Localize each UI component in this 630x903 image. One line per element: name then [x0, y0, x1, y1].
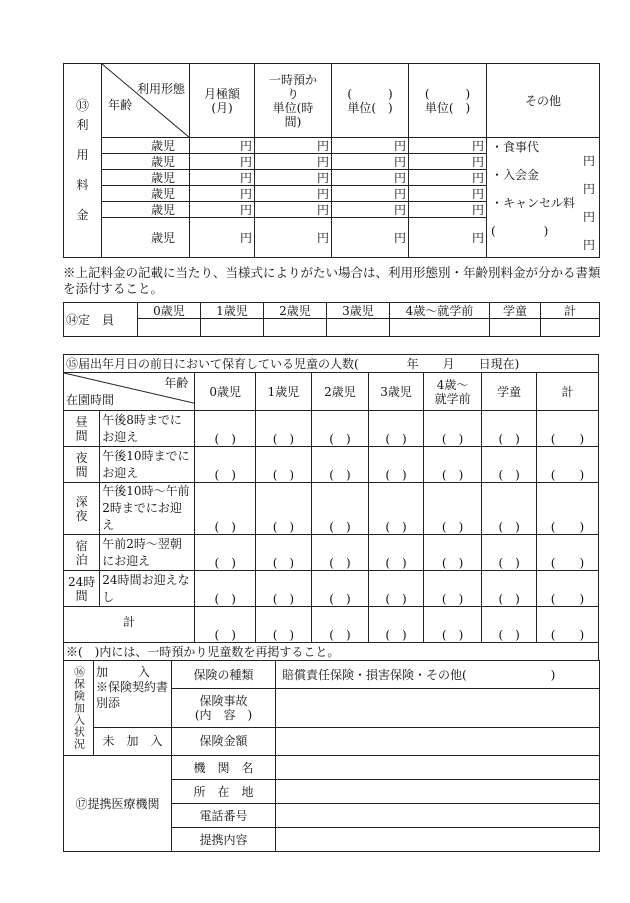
- insurance-table: [63, 660, 600, 852]
- medical-name-input[interactable]: [276, 756, 600, 780]
- fee-note: ※上記料金の記載に当たり、当様式によりがたい場合は、利用形態別・年齢別料金が分かる書類を添付すること。: [63, 265, 601, 296]
- insurance-amount-label: 保険金額: [172, 727, 276, 755]
- fee-header-custom-1: ( ) 単位( ): [332, 64, 409, 138]
- children-row-overnight: 宿 泊 午前2時～翌朝にお迎え ( ) ( ) ( ) ( ) ( ) ( ) ( ): [64, 535, 599, 571]
- insurance-not-joined: 未 加 入: [94, 727, 172, 755]
- fee-age-cell: 歳児: [102, 138, 190, 154]
- capacity-input[interactable]: [390, 319, 490, 337]
- children-row-daytime: 昼 間 午後8時までにお迎え ( ) ( ) ( ) ( ) ( ) ( ) ( ): [64, 411, 599, 447]
- medical-content-input[interactable]: [276, 828, 600, 852]
- medical-address-input[interactable]: [276, 780, 600, 804]
- insurance-accident-input[interactable]: [276, 689, 600, 728]
- insurance-section-label: ⑯保険加入状況: [64, 661, 94, 756]
- medical-phone-label: 電話番号: [172, 804, 276, 828]
- capacity-input[interactable]: [327, 319, 390, 337]
- medical-content-label: 提携内容: [172, 828, 276, 852]
- medical-address-label: 所 在 地: [172, 780, 276, 804]
- fee-section-number: ⑬: [75, 98, 89, 114]
- medical-phone-input[interactable]: [276, 804, 600, 828]
- children-row-total: 計 ( ) ( ) ( ) ( ) ( ) ( ) ( ): [64, 607, 599, 643]
- capacity-input[interactable]: [264, 319, 327, 337]
- capacity-table: ⑭定 員 0歳児 1歳児 2歳児 3歳児 4歳～就学前 学童 計: [63, 302, 600, 337]
- fee-corner-header: 利用形態 年齢: [102, 64, 190, 138]
- capacity-label: ⑭定 員: [64, 303, 138, 337]
- fee-header-monthly: 月極額 (月): [190, 64, 255, 138]
- fee-table: ⑬ 利 用 料 金 利用形態 年齢 月極額 (月) 一時預か り 単位(時 間) ( ) 単位( ) ( ) 単位( ) その他 歳児 円 円 円 円 ・食事代 円 ・入会金 円 ・キャンセル料 円 ( ) 円 歳児 円 円 円 円 歳児 円 円 円 円 歳児 円 円 円 円 歳児 円 円 円 円 歳児 円 円 円 円: [63, 63, 600, 258]
- fee-yen: 円: [190, 138, 255, 154]
- children-row-evening: 夜 間 午後10時までにお迎え ( ) ( ) ( ) ( ) ( ) ( ) ( ): [64, 447, 599, 483]
- paren-field: ( ): [214, 432, 236, 446]
- insurance-joined: 加 入 ※保険契約書別添: [94, 661, 172, 728]
- children-count-title: ⑮届出年月日の前日において保育している児童の人数( 年 月 日現在): [64, 355, 599, 373]
- fee-other-items: ・食事代 円 ・入会金 円 ・キャンセル料 円 ( ) 円: [487, 138, 600, 258]
- children-note: ※( )内には、一時預かり児童数を再掲すること。: [64, 643, 599, 661]
- capacity-input[interactable]: [138, 319, 201, 337]
- fee-age-cell: 歳児: [102, 186, 190, 202]
- insurance-kind-label: 保険の種類: [172, 661, 276, 689]
- medical-name-label: 機 関 名: [172, 756, 276, 780]
- children-row-24h: 24時 間 24時間お迎えなし ( ) ( ) ( ) ( ) ( ) ( ) ( ): [64, 571, 599, 607]
- capacity-input[interactable]: [541, 319, 600, 337]
- capacity-input[interactable]: [201, 319, 264, 337]
- fee-age-cell: 歳児: [102, 170, 190, 186]
- fee-age-cell: 歳児: [102, 154, 190, 170]
- insurance-amount-input[interactable]: [276, 727, 600, 755]
- fee-age-cell: 歳児: [102, 202, 190, 218]
- fee-header-custom-2: ( ) 単位( ): [409, 64, 487, 138]
- children-row-latenight: 深 夜 午後10時～午前2時までにお迎え ( ) ( ) ( ) ( ) ( ) ( ) ( ): [64, 483, 599, 535]
- fee-section-label: ⑬ 利 用 料 金: [64, 64, 102, 258]
- insurance-accident-label: 保険事故 (内 容 ): [172, 689, 276, 728]
- fee-header-temporary: 一時預か り 単位(時 間): [255, 64, 332, 138]
- children-count-table: ⑮届出年月日の前日において保育している児童の人数( 年 月 日現在) 年齢 在園時間 0歳児 1歳児 2歳児 3歳児 4歳～ 就学前 学童 計 昼 間 午後8時までにお迎え ( ) ( ) ( ) ( ) ( ) ( ) ( ) 夜 間 午後10時までにお迎え ( ) ( ) ( ) ( ) ( ) ( ) ( ) 深 夜 午後10時～午前2時までにお迎え ( ) ( ) ( ) ( ) ( ) ( ) ( ) 宿 泊 午前2時～翌朝にお迎え ( ) ( ) ( ) ( ) ( ) ( ) ( ) 24時 間 24時間お迎えなし ( ) ( ) ( ) ( ) ( ) ( ) ( ) 計 ( ) ( ) ( ) ( ) ( ) ( ) ( ) ※( )内には、一時預かり児童数を再掲すること。: [63, 354, 599, 661]
- fee-header-other: その他: [487, 64, 600, 138]
- fee-age-cell: 歳児: [102, 218, 190, 258]
- medical-institution-label: ⑰提携医療機関: [64, 756, 172, 852]
- children-corner-header: 年齢 在園時間: [64, 373, 195, 411]
- insurance-kind-value[interactable]: 賠償責任保険・損害保険・その他( ): [276, 661, 600, 689]
- capacity-input[interactable]: [490, 319, 541, 337]
